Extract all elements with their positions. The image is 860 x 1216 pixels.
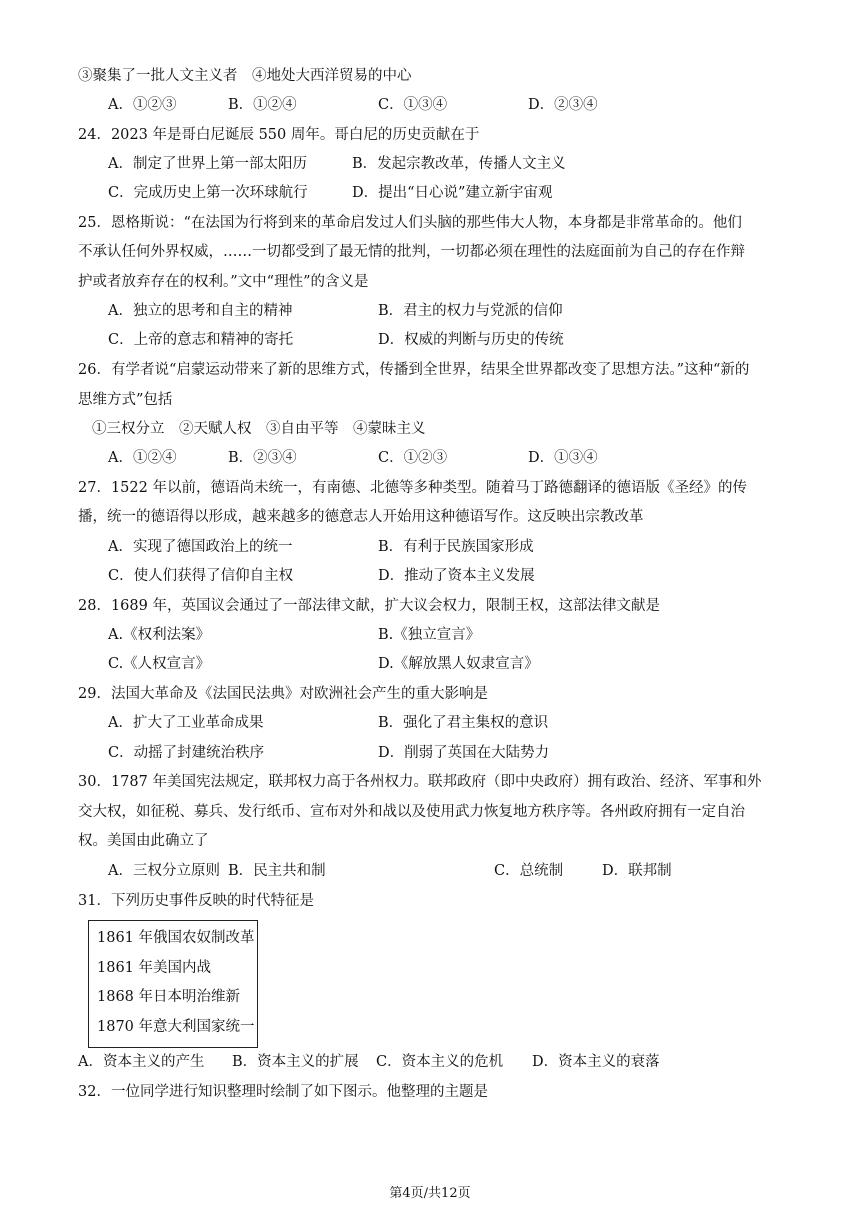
q31-event-3: 1868 年日本明治维新 — [97, 989, 241, 1005]
q27-stem-line-1: 27．1522 年以前，德语尚未统一，有南德、北德等多种类型。随着马丁路德翻译的德语版《圣经》的传 — [78, 480, 747, 496]
q31-event-1: 1861 年俄国农奴制改革 — [97, 930, 255, 946]
q31-stem: 31．下列历史事件反映的时代特征是 — [78, 893, 314, 909]
q29-option-a: A．扩大了工业革命成果 — [108, 715, 264, 731]
q25-stem-line-2: 不承认任何外界权威，……一切都受到了最无情的批判，一切都必须在理性的法庭面前为自己的存在作辩 — [78, 244, 745, 260]
q25-stem-line-3: 护或者放弃存在的权利。”文中“理性”的含义是 — [78, 274, 369, 290]
q29-option-d: D．削弱了英国在大陆势力 — [378, 745, 550, 761]
q30-stem-line-3: 权。美国由此确立了 — [78, 833, 209, 849]
q31-event-4: 1870 年意大利国家统一 — [97, 1019, 255, 1035]
q25-option-d: D．权威的判断与历史的传统 — [378, 332, 564, 348]
q31-event-2: 1861 年美国内战 — [97, 960, 212, 976]
q26-items: ①三权分立 ②天赋人权 ③自由平等 ④蒙昧主义 — [92, 421, 426, 437]
q26-option-d: D．①③④ — [528, 450, 598, 466]
q30-stem-line-1: 30．1787 年美国宪法规定，联邦权力高于各州权力。联邦政府（即中央政府）拥有政治、经济、军事和外 — [78, 774, 762, 790]
q31-option-a: A．资本主义的产生 — [78, 1054, 205, 1070]
q23-option-a: A．①②③ — [108, 97, 177, 113]
q25-option-a: A．独立的思考和自主的精神 — [108, 303, 293, 319]
q27-option-a: A．实现了德国政治上的统一 — [108, 539, 293, 555]
q24-option-b: B．发起宗教改革，传播人文主义 — [352, 156, 566, 172]
q24-option-d: D．提出“日心说”建立新宇宙观 — [352, 185, 553, 201]
q23-option-c: C．①③④ — [378, 97, 448, 113]
q26-stem-line-2: 思维方式”包括 — [78, 392, 173, 408]
q30-option-d: D．联邦制 — [602, 863, 672, 879]
q31-option-c: C．资本主义的危机 — [376, 1054, 504, 1070]
q30-option-c: C．总统制 — [494, 863, 564, 879]
q29-option-c: C．动摇了封建统治秩序 — [108, 745, 265, 761]
q23-option-d: D．②③④ — [528, 97, 598, 113]
q25-option-b: B．君主的权力与党派的信仰 — [378, 303, 563, 319]
q26-option-c: C．①②③ — [378, 450, 448, 466]
q31-option-d: D．资本主义的衰落 — [532, 1054, 660, 1070]
q26-option-a: A．①②④ — [108, 450, 177, 466]
q28-stem: 28．1689 年，英国议会通过了一部法律文献，扩大议会权力，限制王权，这部法律文献是 — [78, 598, 660, 614]
q30-option-b: B．民主共和制 — [228, 863, 326, 879]
q28-option-a: A.《权利法案》 — [108, 627, 211, 643]
q24-option-c: C．完成历史上第一次环球航行 — [108, 185, 308, 201]
q26-option-b: B．②③④ — [228, 450, 297, 466]
q28-option-c: C.《人权宣言》 — [108, 656, 211, 672]
q23-option-b: B．①②④ — [228, 97, 297, 113]
q27-option-c: C．使人们获得了信仰自主权 — [108, 568, 294, 584]
q31-option-b: B．资本主义的扩展 — [232, 1054, 359, 1070]
q29-option-b: B．强化了君主集权的意识 — [378, 715, 549, 731]
q26-stem-line-1: 26．有学者说“启蒙运动带来了新的思维方式，传播到全世界，结果全世界都改变了思想方法。”这种“新的 — [78, 362, 750, 378]
q29-stem: 29．法国大革命及《法国民法典》对欧洲社会产生的重大影响是 — [78, 686, 488, 702]
q24-stem: 24．2023 年是哥白尼诞辰 550 周年。哥白尼的历史贡献在于 — [78, 127, 480, 143]
q30-option-a: A．三权分立原则 — [108, 863, 220, 879]
q27-option-d: D．推动了资本主义发展 — [378, 568, 535, 584]
q31-events-box — [88, 920, 258, 1048]
q24-option-a: A．制定了世界上第一部太阳历 — [108, 156, 307, 172]
q25-option-c: C．上帝的意志和精神的寄托 — [108, 332, 294, 348]
q28-option-b: B.《独立宣言》 — [378, 627, 481, 643]
page-number: 第4页/共12页 — [389, 1186, 471, 1201]
q28-option-d: D.《解放黑人奴隶宣言》 — [378, 656, 539, 672]
q30-stem-line-2: 交大权，如征税、募兵、发行纸币、宣布对外和战以及使用武力恢复地方秩序等。各州政府拥有一定自治 — [78, 804, 745, 820]
q27-stem-line-2: 播，统一的德语得以形成，越来越多的德意志人开始用这种德语写作。这反映出宗教改革 — [78, 509, 644, 525]
q23-items: ③聚集了一批人文主义者 ④地处大西洋贸易的中心 — [78, 68, 412, 84]
q27-option-b: B．有利于民族国家形成 — [378, 539, 534, 555]
q25-stem-line-1: 25．恩格斯说：“在法国为行将到来的革命启发过人们头脑的那些伟大人物，本身都是非常革命的。他们 — [78, 215, 742, 231]
q32-stem: 32．一位同学进行知识整理时绘制了如下图示。他整理的主题是 — [78, 1084, 488, 1100]
